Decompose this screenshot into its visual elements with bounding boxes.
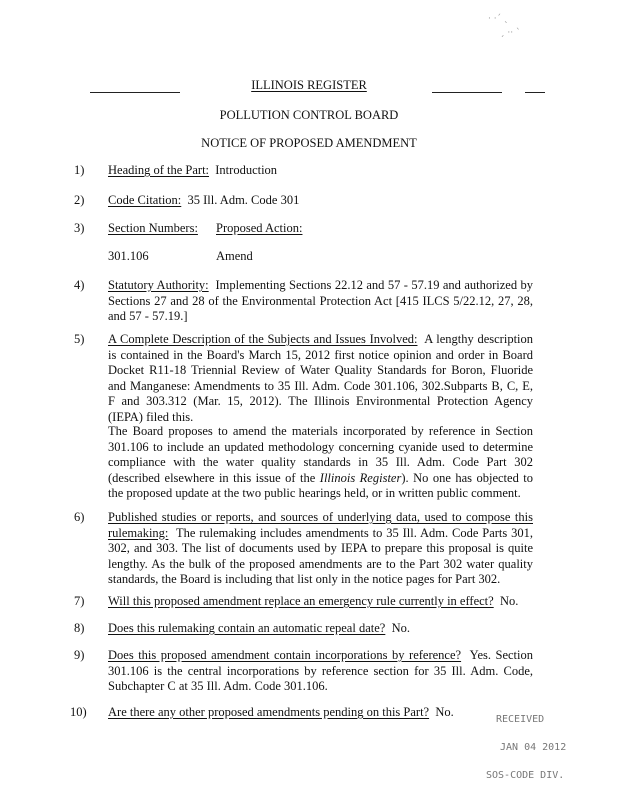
received-stamp-line: RECEIVED — [496, 714, 545, 725]
item-code-citation — [108, 193, 533, 209]
header-rule-right — [432, 92, 502, 93]
item-text: A lengthy description is contained in the Board's March 15, 2012 first notice opinion and order in Board Docket R11-18 Triennial Review of Water Quality Standards for Boron, Fluoride and Manganese: Amendments to 35 Ill. Adm. Code 301.106, 302.Subparts B, C, E, F and 303.312 (Mar. 15, 2012). The Illinois Environmental Protection Agency (IEPA) filed this. — [108, 332, 534, 424]
item-value: Introduction — [215, 163, 278, 177]
item-label: Will this proposed amendment replace an emergency rule currently in effect? — [108, 594, 494, 608]
item-number: 10) — [70, 705, 87, 719]
header-rule-right-2 — [525, 92, 545, 93]
item-text: Yes. Section 301.106 is the central incorporations by reference section for 35 Ill. Adm. Code, Subchapter C at 35 Ill. Adm. Code 301.106. — [108, 648, 534, 693]
item-statutory-authority — [108, 278, 533, 325]
item-number: 9) — [74, 648, 85, 662]
item-label: Are there any other proposed amendments pending on this Part? — [108, 705, 430, 719]
item-label: Heading of the Part: — [108, 163, 210, 177]
item-label: Published studies or reports, and sources of underlying data, used to compose this rulemaking: — [108, 510, 533, 540]
received-stamp-division: SOS-CODE DIV. — [486, 770, 565, 781]
scan-mark: ˏ ·· ˋ — [500, 28, 521, 38]
proposed-action-value: Amend — [216, 249, 253, 263]
item-label: Statutory Authority: — [108, 278, 209, 292]
item-label: Does this rulemaking contain an automatic repeal date? — [108, 621, 386, 635]
section-numbers-label: Section Numbers: — [108, 221, 198, 235]
item-text: The Board proposes to amend the materials incorporated by reference in Section 301.106 to include an updated methodology concerning cyanide used to determine compliance with the water quality standards in 35 Ill. Adm. Code Part 302 (described elsewhere in this issue of the — [108, 424, 533, 485]
item-complete-description — [108, 332, 533, 425]
item-label: Code Citation: — [108, 193, 182, 207]
item-text: Implementing Sections 22.12 and 57 - 57.19 and authorized by Sections 27 and 28 of the Environmental Protection Act [415 ILCS 5/22.12, 27, 28, and 57 - 57.19.] — [108, 278, 534, 323]
board-name: POLLUTION CONTROL BOARD — [219, 108, 399, 122]
item-heading-of-part — [108, 163, 533, 179]
item-value: No. — [435, 705, 454, 719]
item-value: No. — [499, 594, 519, 608]
item-other-amendments — [108, 705, 533, 721]
item-number: 2) — [74, 193, 85, 207]
section-number-value: 301.106 — [108, 249, 149, 263]
item-complete-description-continued — [108, 424, 533, 502]
item-emergency-rule — [108, 594, 533, 610]
received-stamp-date: JAN 04 2012 — [500, 742, 567, 753]
item-number: 7) — [74, 594, 85, 608]
notice-title: NOTICE OF PROPOSED AMENDMENT — [201, 136, 417, 150]
item-text: The rulemaking includes amendments to 35 Ill. Adm. Code Parts 301, 302, and 303. The list of documents used by IEPA to prepare this proposal is quite lengthy. As the bulk of the proposed amendments are to the Part 302 water quality standards, the Board is including that list only in the notice pages for Part 302. — [108, 525, 533, 586]
item-number: 5) — [74, 332, 85, 346]
item-number: 8) — [74, 621, 85, 635]
item-label: A Complete Description of the Subjects and Issues Involved: — [108, 332, 418, 346]
register-title: ILLINOIS REGISTER — [251, 78, 367, 92]
item-value: No. — [391, 621, 410, 635]
proposed-action-label: Proposed Action: — [216, 221, 303, 235]
item-number: 6) — [74, 510, 85, 524]
item-value: 35 Ill. Adm. Code 301 — [187, 193, 300, 207]
item-published-studies — [108, 510, 533, 588]
item-automatic-repeal — [108, 621, 533, 637]
item-number: 4) — [74, 278, 85, 292]
item-text: ). No one has objected to the proposed update at the two public hearings held, or in written public comment. — [108, 470, 534, 500]
item-number: 3) — [74, 221, 85, 235]
scan-mark: · ·ˊ ˎ — [488, 14, 509, 24]
item-incorporations — [108, 648, 533, 695]
item-text-italic: Illinois Register — [319, 470, 402, 485]
item-number: 1) — [74, 163, 85, 177]
item-label: Does this proposed amendment contain incorporations by reference? — [108, 648, 462, 662]
